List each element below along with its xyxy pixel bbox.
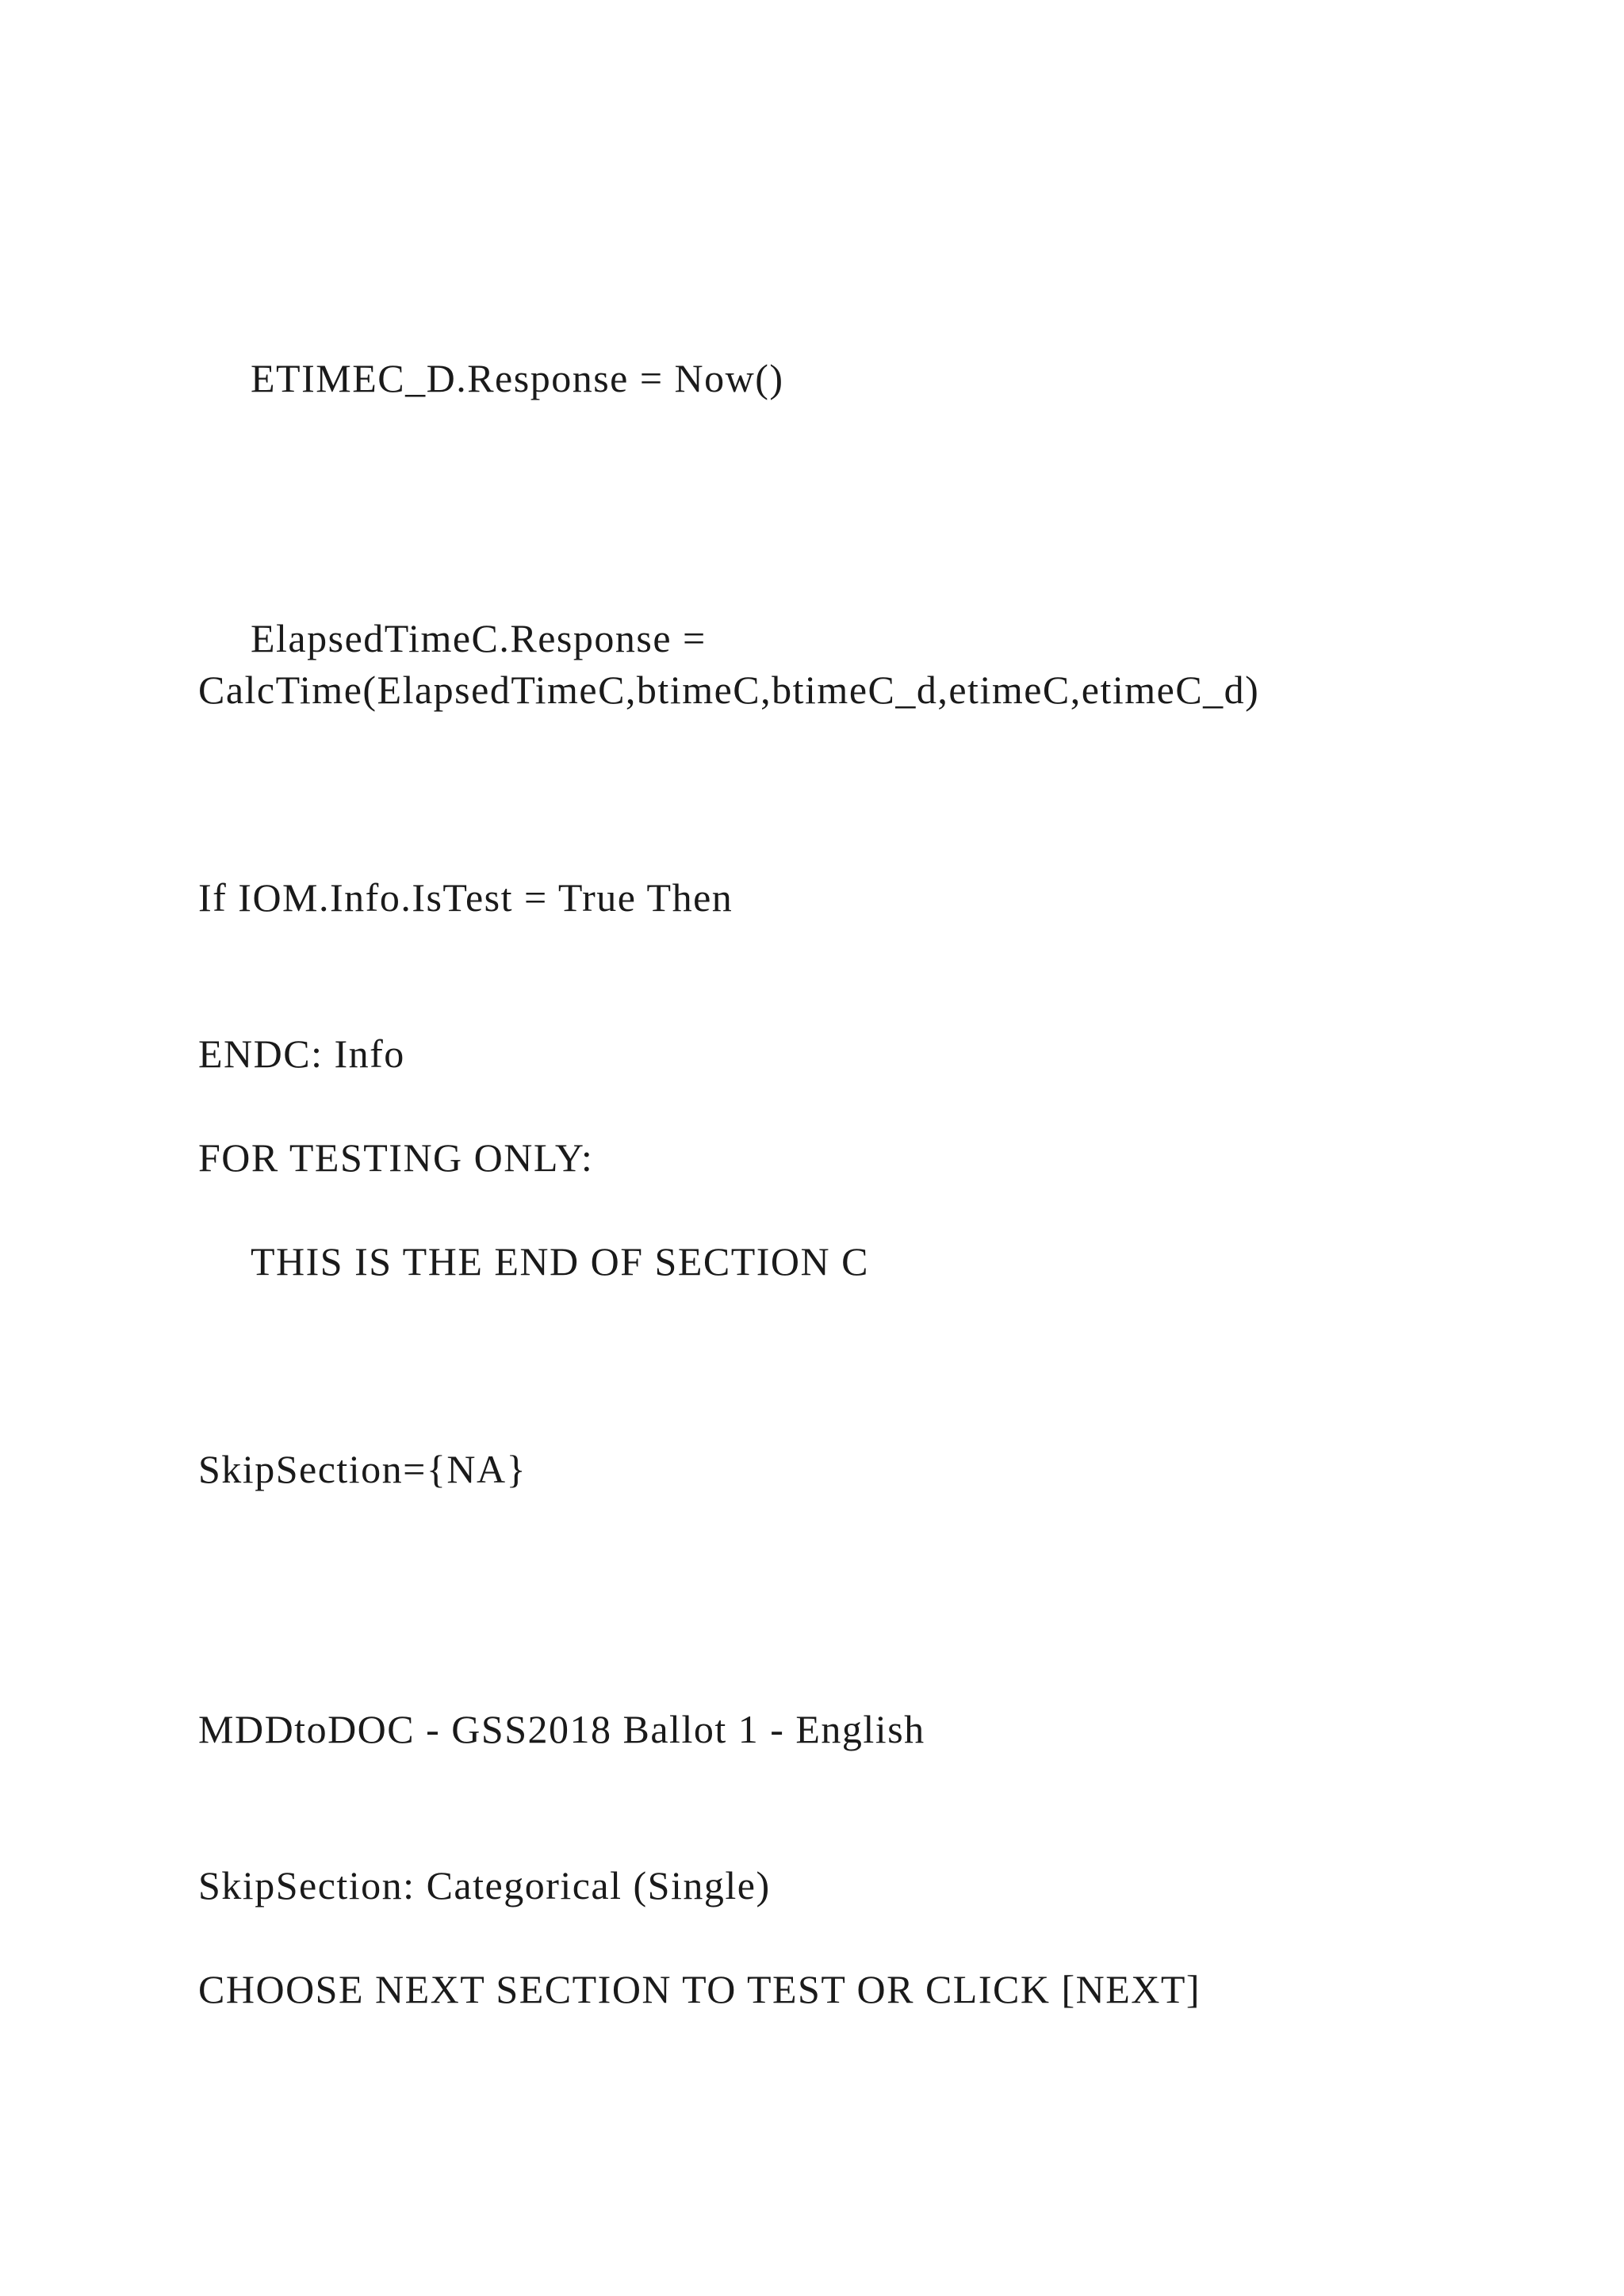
endc-info-line: ENDC: Info (198, 1031, 405, 1076)
if-istest-line: If IOM.Info.IsTest = True Then (198, 875, 733, 920)
elapsed-time-response-line: ElapsedTimeC.Response = (251, 616, 707, 660)
choose-next-section-line: CHOOSE NEXT SECTION TO TEST OR CLICK [NEXT] (198, 1967, 1201, 2011)
end-of-section-c-line: THIS IS THE END OF SECTION C (251, 1239, 869, 1284)
etimec-d-response-line: ETIMEC_D.Response = Now() (251, 356, 784, 400)
for-testing-only-line: FOR TESTING ONLY: (198, 1135, 594, 1180)
calc-time-line: CalcTime(ElapsedTimeC,btimeC,btimeC_d,etimeC,etimeC_d) (198, 668, 1260, 712)
skip-section-na-line: SkipSection={NA} (198, 1447, 527, 1491)
skip-section-categorical-line: SkipSection: Categorical (Single) (198, 1863, 771, 1908)
mddtodoc-title-line: MDDtoDOC - GSS2018 Ballot 1 - English (198, 1707, 925, 1751)
